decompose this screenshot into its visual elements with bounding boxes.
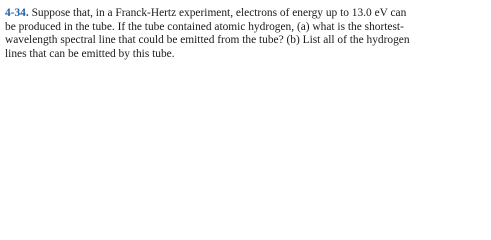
problem-line-3: wavelength spectral line that could be emitted from the tube? (b) List all of the hydrogen [5, 34, 410, 47]
problem-text-block [5, 7, 486, 61]
problem-line-1-text: Suppose that, in a Franck-Hertz experiment, electrons of energy up to 13.0 eV can [28, 7, 407, 19]
problem-line-1 [5, 7, 486, 21]
problem-number: 4-34. [5, 7, 29, 19]
problem-line-4: lines that can be emitted by this tube. [5, 47, 175, 60]
problem-line-2: be produced in the tube. If the tube contained atomic hydrogen, (a) what is the shortest- [5, 20, 404, 33]
